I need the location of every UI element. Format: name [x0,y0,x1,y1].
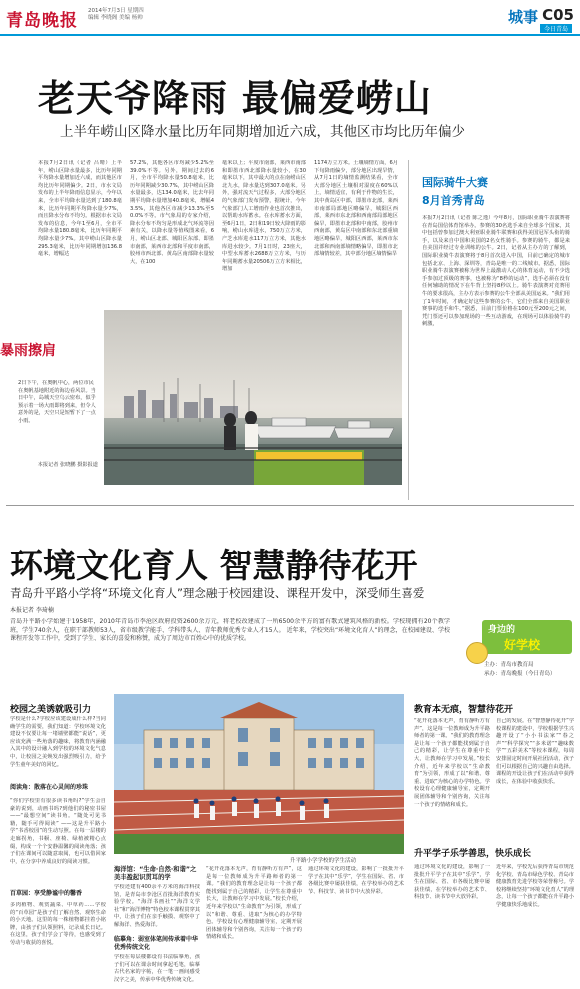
sub-section: 今日青岛 [540,24,572,33]
right-section-head: 教育本无痕，智慧待花开 [414,705,514,715]
sidebar-divider [408,160,409,500]
page-number: C05 [542,6,574,24]
mid-body: 学校还建有400余平方米的海洋科技馆，是青岛市李沧区首批海洋教育实验学校。“海洋书画社”“海洋文学社”和“海洋博物”特色校本课程贯穿其中，让孩子们在亲手触摸、观察中了解海洋、热爱海洋。 [114,884,200,928]
issue-date: 2014年7月3日 星期四 [88,8,144,14]
story2-byline: 本报记者 李琦楠 [10,607,54,614]
good-school-badge [464,612,574,686]
right-body-col1: “花开花落本无声，育有静听方有声”，这是每一位教师成为升平路师者的第一课。“我们的教育理念是让每一个孩子都能找到属于自己的精彩，让学生在尊重中长大，让教师在学习中发展。”校长介绍，近年来学校以“生命教育”为引领，形成了以“和谐、尊重、进取”为核心的办学特色。学校设有心理健康辅导室，定期开展团体辅导和个别咨询，关注每一个孩子的情绪和成长。 [414,718,490,808]
photo-caption: 2日下午，在奥帆中心，两位市民在奥帆基地附近的海边看风景。当日中午，岛城天空乌云密布，似乎预示着一场大雨即将到来，但令人意外的是，天空只是短暂下了一点小雨。 [18,380,96,424]
section-divider [6,505,574,506]
sidebar-title-line1: 国际骑牛大赛 [422,176,488,189]
newspaper-logo: 青岛晚报 [6,11,78,31]
left-body: 学校是什么?学校应该建设成什么样?当同确学生的需要，我们知道：学校环境文化建设不仅要让每一堵墙壁都能“说话”，更应该充满一些角落的趣味，将教育内涵融入其中的设计融入到学校的环境文化气息中，让校园之美焕发出强烈吸引力，给予学生童年美好的回忆。 [10,716,106,768]
story2-headline: 环境文化育人 智慧静待花开 [10,546,418,585]
section-title: 城事 [507,8,538,26]
mid-body-2: 学校在每层楼都设有书法临摹角，孩子们可以在课余时间拿起毛笔，临摹古代名家的字帖，在一笔一画间感受汉字之美，传承中华优秀传统文化。 [114,954,200,983]
right-body-col4: 近年来，学校先后获得青岛市规范化学校、青岛市绿色学校、青岛市健康教育先进学校等荣誉称号。学校将继续坚持“环境文化育人”的理念，让每一个孩子都能在升平路小学健康快乐地成长。 [496,864,574,908]
header-rule [0,34,580,36]
left-body-2: “你们学校里有很多读书角吗?”学生会自豪的说到，动画书吗?到他们的秘密书屋——“最想空间”读书角。“随处可见书籍，随手可得阅读” ——这是升平路小学“书香校园”的生动写照。在每一层楼的走廊拐角，书橱、座椅、绿植被精心点缀，构成一个个安静温馨的阅读角落；孩子们在课间可以随意取阅，也可以借回家中，在分享中养成良好的阅读习惯。 [10,798,106,865]
story1-headline: 老天爷降雨 最偏爱崂山 [38,77,432,120]
left-sub-head: 阅读角：散落在心灵间的珍珠 [10,784,89,791]
story1-col3: 毫米以上；平度市南部，莱西市南部和即墨市西北部降水量较小，在30毫米以下，其中最大的点在南崂山区北九水，降水量达到307.0毫米。另外，强对流天气过程多，大部分地区的气象部门发布预警，据统计，今年气象部门人工增雨作业也首次推出，以帮助水库蓄水。在水库蓄水方面，至6月1日，2日和19日较大降雨的影响，崂山水库进水，750万立方米，产芝水库进水117万立方米，其他水库进水较少。7月1日时，23座大，中型水库蓄水2688万立方米，与历年同期蓄水量20506万立方米相比，增加 [222,160,306,273]
marina-photo [104,310,402,485]
badge-sponsor-1: 主办：青岛市教育局 [484,662,534,668]
photo-title: 暴雨擦肩 [0,343,56,359]
right-body-col2: 自己的发展。在“智慧静待花开”学校课程的建设中，学校根据学生兴趣开设了“小小书法家”“春之声”“科学探究”“多米诺”“趣味数学”“五彩美术”等校本课程，每周安排固定时间开展社团活动，孩子们可以根据自己的兴趣自由选择。课程的开设让孩子们在活动中获得成长，在体验中收获快乐。 [496,718,574,785]
photo-credit: 本报记者 张晓鹏 摄影报道 [37,462,98,468]
left-section-head: 校园之美诱就吸引力 [10,705,92,715]
mid-right-body: “花开花落本无声，育有静听方有声”，这是每一位教师成为升平路师者的第一课。“我们的教育理念是让每一个孩子都能找到属于自己的精彩，让学生在尊重中长大，让教师在学习中发展。”校长介绍，近年来学校以“生命教育”为引领，形成了以“和谐、尊重、进取”为核心的办学特色。学校设有心理健康辅导室，定期开展团体辅导和个别咨询，关注每一个孩子的情绪和成长。 [206,866,302,941]
story1-col2: 57.2%，其他各区市均减少5.2%至39.0%不等。另外，期间过去的6月，全市平均降水量50.8毫米，比历年同期减少30.7%，其中崂山区降水量最多，达134.0毫米，比去年同期平均降水量增加40.8毫米，增幅43.5%，其他各区市减少13.3%至50.0%不等。市气象局的专家介绍，降水分布不均匀是形成北气环流等因素有关，以降水量等值线图来看，6月，崂山区北部、城阳区东部、即墨市南部，莱西市北部和平度市南部，胶州市西北部、黄岛区南部降水量较大，在100 [130,160,214,265]
school-photo-caption: 升平路小学学校的学生活动 [290,858,357,864]
right-section-head-2: 升平学子乐学善思，快乐成长 [414,849,532,859]
mid-head: 海洋馆：“生命·自然·和谐”之美丰盈起识贯耳的学 [114,866,197,881]
editor-credits: 编辑 李晓阁 美编 杨帅 [88,15,143,21]
school-photo [114,694,404,854]
story1-subhead: 上半年崂山区降水量比历年同期增加近六成，其他区市均比历年偏少 [60,124,465,140]
sidebar-body: 本报7月2日讯（记者 陈之逸）今年8月，国际职业骑牛表演赛将在青岛国信体育馆举办。参赛的30名选手来自全球多个国家，其中包括曾参加过澳大利亚职业骑牛联赛和获得美国冠军头衔的骑手，以及来自中国和美国的2名女性骑手。参赛的骑牛，都是来自美国并经过专业训练的公牛。2日，记者从主办方的了解到，国际职业骑牛表演赛将于8月首次进入中国，目前已确定的城市包括北京、上海、深圳等，青岛是唯一的二线城市。据悉，国际职业骑牛表演赛被称为世界上最激动人心的体育运动，有不少选手参加过顶级的赛事，也被称为“8秒的运动”，选手必须在没有任何辅助的情况下在牛背上坚持8秒以上。骑牛表演赛对竞赛用牛的要求很高，主办方表示参赛的公牛全部从美国运来。“我们用了1年时间，才确定好这些参赛的公牛，它们全部来自美国职业赛事的选手和牛。”据悉，目前门票价格在100元至200元之间，凭门票还可以参加现场的一些互动游戏，在现场可以体验骑牛的刺激， [422,215,570,328]
badge-top: 身边的 [488,625,516,635]
badge-bottom: 好学校 [504,638,541,652]
story1-col4: 1174万立方米。土壤墒情方面，6月下旬降雨偏少，部分地区出现旱情，从7月1日的墒情监测结果看，全市大部分地区土壤相对湿度在60%以上，墒情适宜，有利于作物的生长，其中黄岛区中部，即墨市北部，莱西市南部局部地区略偏旱，城阳区西部，莱西市东北部和西南部局部地区偏旱，即墨市北部和中南部，胶州市西南部，黄岛区中南部和东北部重墒地区略偏旱，城阳区西部，莱西市东北部和西南部墒情略偏旱，即墨市北部墒情较差，其中部分地区墒情偏旱 [314,160,398,258]
mid-sub-head: 临摹角：弱室体笔间传承着中华优秀传统文化 [114,936,199,951]
story1-col1: 本报7月2日讯（记者 吕晴）上半年，崂山区降水量最多，比历年同期平均降水量增加近六成，而其他区市均比历年同期偏少。2日，市水文局发布的上半年降雨信息显示，今年以来，全市平均降水量达到了180.8毫米，比历年同期平均降水量少7%，而且降水分布不均匀。根据市水文局发布的信息，今年1至6月，全市平均降水量180.8毫米，比历年同期平均降水量少7%。其中崂山区降水量295.3毫米，比历年同期增加136.8毫米，增幅达 [38,160,122,258]
badge-sponsor-2: 承办：青岛晚报（今日青岛） [484,671,556,677]
left-sub-head-2: 百草园：享受静谧中的馨香 [10,890,83,897]
left-body-3: 多肉植物、观赏蔬菜、中草药……学校的“百草园”是孩子们了解自然、观察生命的小天地。这里的每一株植物都挂着小铭牌，由孩子们认领照料，记录成长日记。在这里，孩子们学会了等待，也感受到了劳动与收获的喜悦。 [10,902,106,946]
mid-right-body-2: 通过环境文化的建设，影响了一批批升平学子在其中“乐学”，学生在国际、省、市各级比赛中屡获佳绩，在学校举办的艺术节、科技节、读书节中大放异彩。 [308,866,404,895]
right-body-col3: 通过环境文化的建设，影响了一批批升平学子在其中“乐学”，学生在国际、省、市各级比赛中屡获佳绩，在学校举办的艺术节、科技节、读书节中大放异彩。 [414,864,490,901]
story2-intro: 青岛升平路小学始建于1958年，2010年青岛市李沧区政府投资2600余万元，将老校改建成了一所6500余平方的富有歌式建筑风格的新校。学校现拥有20个教学班，学生740余人，在职干部教师53人，省市级教学能手、学科带头人、青年教师优秀专业人才15人。 近年来，学校突出“环境文化育人”的理念，在校园建设、学校课程开发等工作中，受到了学生、家长的喜爱和称赞，成为了周边市百姓心中的优质学校。 [10,618,450,642]
sidebar-title-line2: 8月首秀青岛 [422,194,485,207]
story2-subhead: 青岛升平路小学将“环境文化育人”理念融于校园建设、课程开发中，深受师生喜爱 [10,586,425,600]
